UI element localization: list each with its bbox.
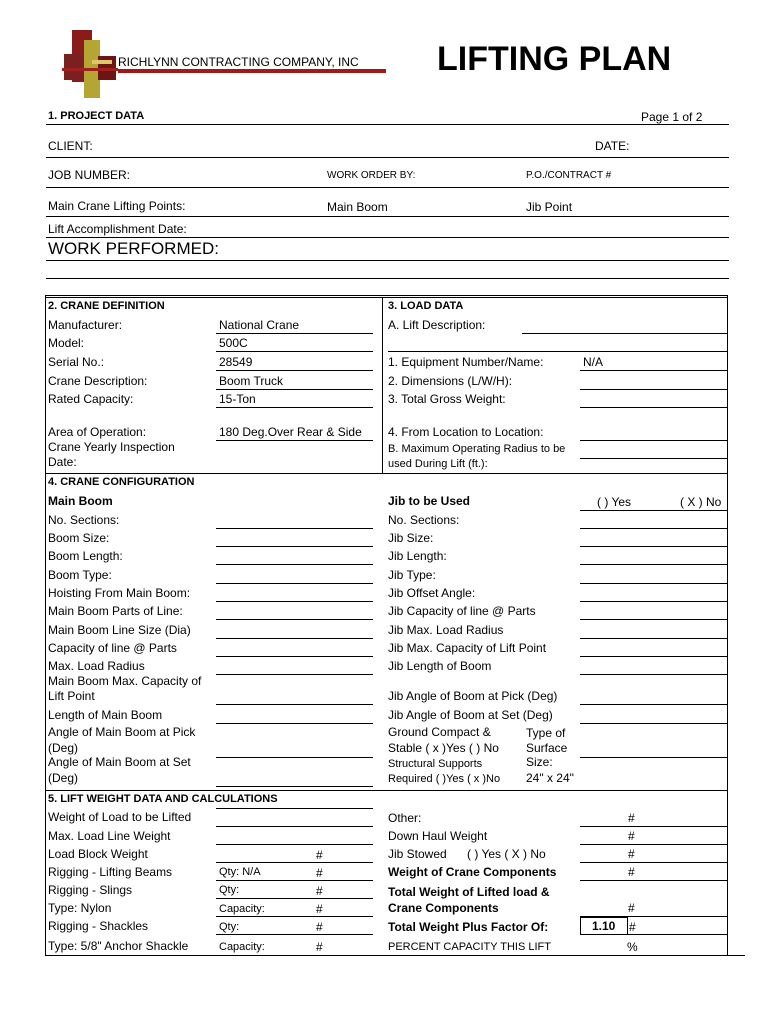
- gross-weight-label: 3. Total Gross Weight:: [388, 392, 506, 406]
- mb-max-capacity-label-2: Lift Point: [48, 689, 95, 703]
- radius-label: B. Maximum Operating Radius to be: [388, 443, 566, 455]
- divider: [46, 216, 729, 217]
- hash-symbol: #: [316, 866, 323, 880]
- lifting-points-label: Main Crane Lifting Points:: [48, 199, 186, 213]
- job-number-label: JOB NUMBER:: [48, 168, 131, 182]
- ground-compact-label: Ground Compact &: [388, 725, 491, 739]
- rated-capacity-label: Rated Capacity:: [48, 392, 134, 406]
- surface-size-value[interactable]: 24" x 24": [526, 771, 574, 785]
- area-operation-label: Area of Operation:: [48, 425, 147, 439]
- crane-description-label: Crane Description:: [48, 374, 148, 388]
- model-label: Model:: [48, 336, 85, 350]
- crane-components-label: Weight of Crane Components: [388, 865, 557, 879]
- frame-left: [45, 295, 46, 956]
- divider: [46, 278, 729, 279]
- project-data-heading: 1. PROJECT DATA: [48, 110, 145, 122]
- structural-supports-options[interactable]: Required ( )Yes ( x )No: [388, 773, 501, 785]
- config-right-label: Jib Type:: [388, 568, 436, 582]
- config-right-label: Jib Max. Load Radius: [388, 623, 504, 637]
- factor-value: 1.10: [592, 919, 616, 933]
- load-block-label: Load Block Weight: [48, 847, 148, 861]
- type-nylon-label: Type: Nylon: [48, 901, 112, 915]
- hash-symbol: #: [628, 829, 635, 843]
- angle-set-label-2: (Deg): [48, 771, 79, 785]
- rigging-slings-label: Rigging - Slings: [48, 883, 133, 897]
- capacity-label[interactable]: Capacity:: [219, 941, 265, 953]
- hash-symbol: #: [628, 901, 635, 915]
- config-left-label: Boom Size:: [48, 531, 110, 545]
- jib-stowed-options[interactable]: ( ) Yes ( X ) No: [467, 847, 546, 861]
- frame-middle: [382, 297, 383, 473]
- hash-symbol: #: [316, 848, 323, 862]
- angle-pick-label-2: (Deg): [48, 741, 79, 755]
- percent-capacity-label: PERCENT CAPACITY THIS LIFT: [388, 941, 551, 953]
- jib-stowed-label: Jib Stowed: [388, 847, 447, 861]
- manufacturer-label: Manufacturer:: [48, 318, 123, 332]
- rigging-shackles-label: Rigging - Shackles: [48, 919, 149, 933]
- jib-angle-pick-label: Jib Angle of Boom at Pick (Deg): [388, 689, 558, 703]
- frame-right: [727, 295, 728, 956]
- jib-yes-option[interactable]: ( ) Yes: [597, 495, 632, 509]
- hash-symbol: #: [316, 884, 323, 898]
- length-main-boom-label: Length of Main Boom: [48, 708, 163, 722]
- divider: [46, 187, 729, 188]
- hash-symbol: #: [316, 902, 323, 916]
- divider: [46, 260, 729, 261]
- type-surface-label-2: Surface: [526, 741, 568, 755]
- structural-supports-label: Structural Supports: [388, 758, 483, 770]
- jib-heading: Jib to be Used: [388, 494, 471, 508]
- config-right-label: Jib Capacity of line @ Parts: [388, 604, 536, 618]
- config-right-label: No. Sections:: [388, 513, 460, 527]
- work-performed-label: WORK PERFORMED:: [48, 239, 219, 258]
- factor-label: Total Weight Plus Factor Of:: [388, 920, 549, 934]
- model-value[interactable]: 500C: [219, 336, 248, 350]
- lift-description-label: A. Lift Description:: [388, 318, 486, 332]
- config-left-label: Main Boom Parts of Line:: [48, 604, 183, 618]
- page-number: Page 1 of 2: [641, 110, 703, 124]
- serial-value[interactable]: 28549: [219, 355, 253, 369]
- divider: [45, 790, 728, 791]
- percent-symbol: %: [627, 940, 638, 954]
- type-surface-label-3: Size:: [526, 755, 553, 769]
- page-title: LIFTING PLAN: [437, 40, 672, 78]
- qty-na[interactable]: Qty: N/A: [219, 866, 261, 878]
- config-left-label: Main Boom Line Size (Dia): [48, 623, 191, 637]
- angle-pick-label: Angle of Main Boom at Pick: [48, 725, 196, 739]
- dimensions-label: 2. Dimensions (L/W/H):: [388, 374, 513, 388]
- config-left-label: Boom Type:: [48, 568, 112, 582]
- load-data-heading: 3. LOAD DATA: [388, 300, 464, 312]
- inspection-label-2: Date:: [48, 455, 77, 469]
- lift-weight-heading: 5. LIFT WEIGHT DATA AND CALCULATIONS: [48, 793, 278, 805]
- frame-bottom: [45, 955, 745, 956]
- hash-symbol: #: [316, 940, 323, 954]
- qty-label[interactable]: Qty:: [219, 921, 240, 933]
- total-lifted-label: Total Weight of Lifted load &: [388, 885, 550, 899]
- config-right-label: Jib Length of Boom: [388, 659, 492, 673]
- from-to-label: 4. From Location to Location:: [388, 425, 544, 439]
- accomplishment-date-label: Lift Accomplishment Date:: [48, 222, 187, 236]
- capacity-label[interactable]: Capacity:: [219, 903, 265, 915]
- hash-symbol: #: [628, 865, 635, 879]
- config-right-label: Jib Offset Angle:: [388, 586, 476, 600]
- manufacturer-value[interactable]: National Crane: [219, 318, 300, 332]
- crane-description-value[interactable]: Boom Truck: [219, 374, 284, 388]
- max-load-line-label: Max. Load Line Weight: [48, 829, 171, 843]
- jib-angle-set-label: Jib Angle of Boom at Set (Deg): [388, 708, 553, 722]
- factor-box[interactable]: [580, 917, 628, 935]
- qty-label[interactable]: Qty:: [219, 884, 240, 896]
- hash-symbol: #: [629, 920, 636, 934]
- type-surface-label: Type of: [526, 726, 566, 740]
- jib-no-option[interactable]: ( X ) No: [680, 495, 722, 509]
- crane-definition-heading: 2. CRANE DEFINITION: [48, 300, 165, 312]
- type-shackle-label: Type: 5/8" Anchor Shackle: [48, 939, 189, 953]
- main-boom-option: Main Boom: [327, 200, 388, 214]
- config-left-label: Max. Load Radius: [48, 659, 145, 673]
- radius-label-2: used During Lift (ft.):: [388, 458, 488, 470]
- divider: [45, 473, 728, 474]
- other-label: Other:: [388, 811, 422, 825]
- config-left-label: Capacity of line @ Parts: [48, 641, 177, 655]
- load-lifted-label: Weight of Load to be Lifted: [48, 810, 192, 824]
- hash-symbol: #: [628, 847, 635, 861]
- angle-set-label: Angle of Main Boom at Set: [48, 755, 191, 769]
- work-order-label: WORK ORDER BY:: [327, 170, 416, 181]
- config-right-label: Jib Size:: [388, 531, 434, 545]
- client-label: CLIENT:: [48, 139, 93, 153]
- po-contract-label: P.O./CONTRACT #: [526, 170, 612, 181]
- config-left-label: No. Sections:: [48, 513, 120, 527]
- rated-capacity-value[interactable]: 15-Ton: [219, 392, 256, 406]
- equipment-label: 1. Equipment Number/Name:: [388, 355, 544, 369]
- equipment-value[interactable]: N/A: [583, 355, 604, 369]
- hash-symbol: #: [628, 811, 635, 825]
- divider: [46, 237, 729, 238]
- down-haul-label: Down Haul Weight: [388, 829, 488, 843]
- main-boom-heading: Main Boom: [48, 494, 113, 508]
- ground-compact-options[interactable]: Stable ( x )Yes ( ) No: [388, 741, 499, 755]
- config-right-label: Jib Length:: [388, 549, 447, 563]
- area-operation-value[interactable]: 180 Deg.Over Rear & Side: [219, 425, 362, 439]
- config-right-label: Jib Max. Capacity of Lift Point: [388, 641, 547, 655]
- config-left-label: Hoisting From Main Boom:: [48, 586, 191, 600]
- crane-config-heading: 4. CRANE CONFIGURATION: [48, 476, 195, 488]
- divider: [46, 157, 729, 158]
- company-name: RICHLYNN CONTRACTING COMPANY, INC: [118, 55, 359, 69]
- serial-label: Serial No.:: [48, 355, 105, 369]
- inspection-label: Crane Yearly Inspection: [48, 440, 175, 454]
- divider: [46, 124, 729, 125]
- frame-top-inner: [45, 297, 728, 298]
- date-label: DATE:: [595, 139, 630, 153]
- frame-top: [45, 295, 728, 296]
- mb-max-capacity-label: Main Boom Max. Capacity of: [48, 674, 202, 688]
- config-left-label: Boom Length:: [48, 549, 123, 563]
- total-lifted-label-2: Crane Components: [388, 901, 499, 915]
- jib-point-option: Jib Point: [526, 200, 573, 214]
- hash-symbol: #: [316, 920, 323, 934]
- rigging-beams-label: Rigging - Lifting Beams: [48, 865, 173, 879]
